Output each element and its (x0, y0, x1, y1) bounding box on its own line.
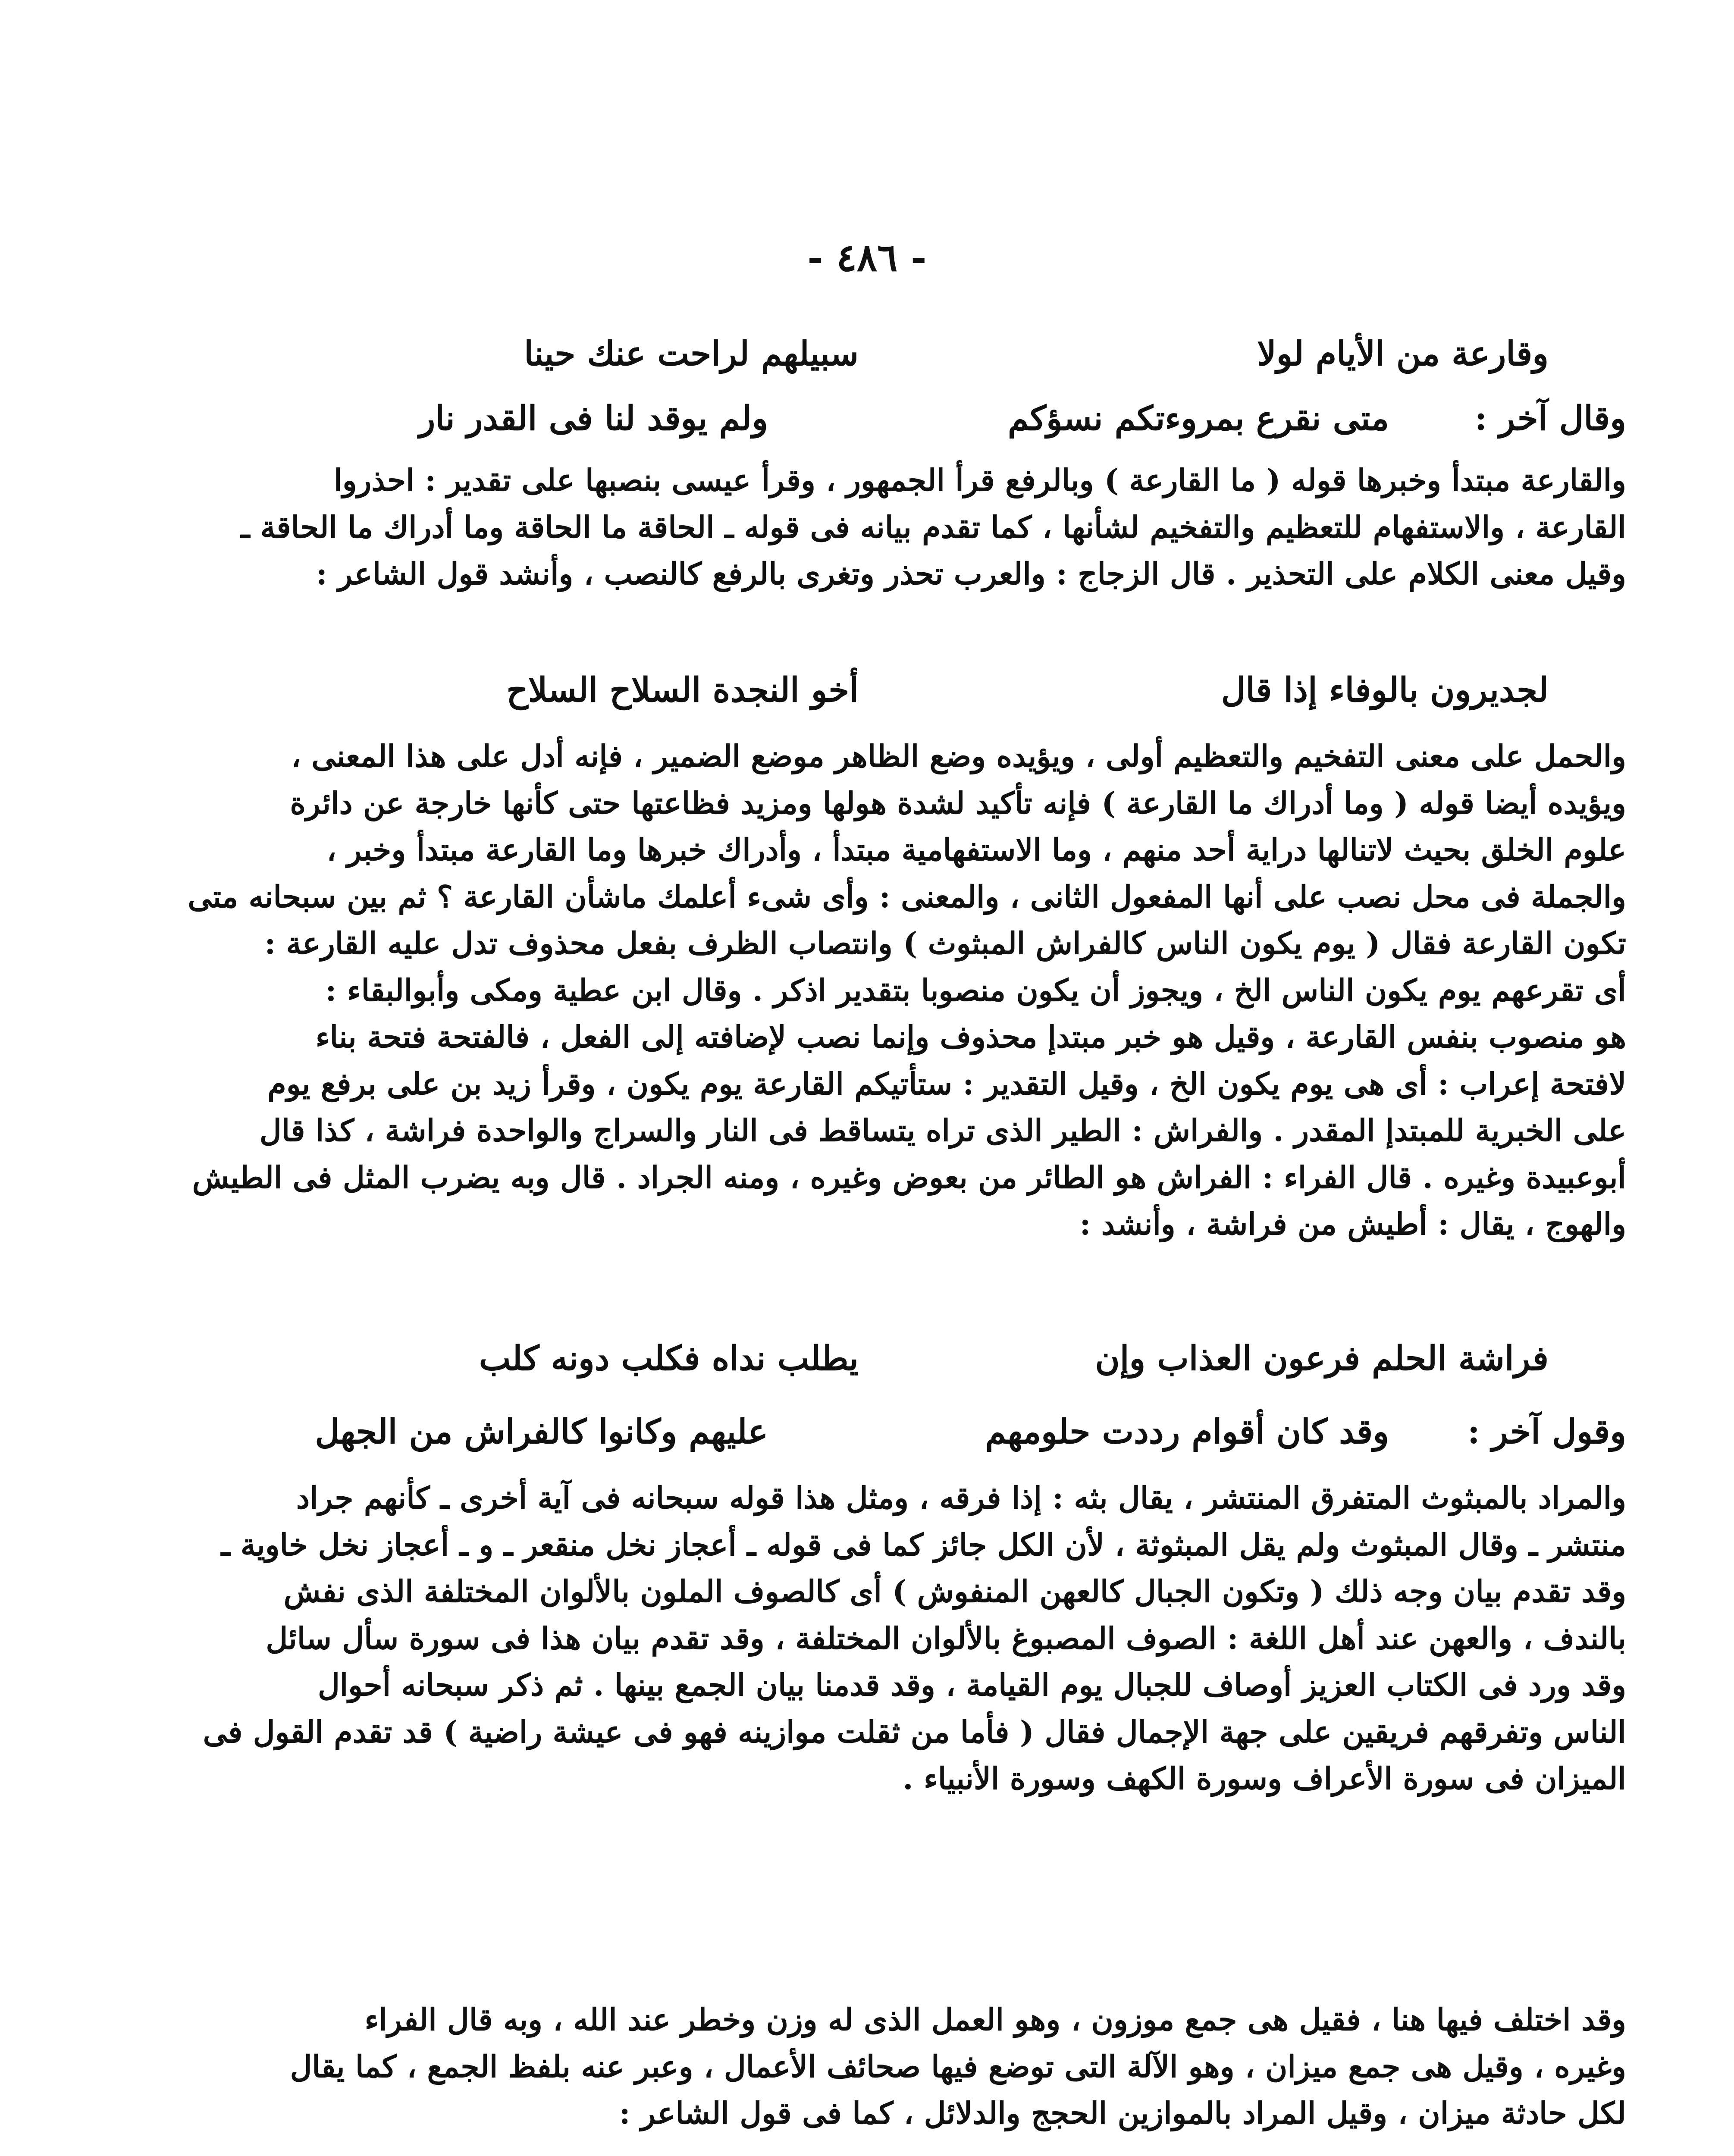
verse-hemistich: وقارعة من الأيام لولا (1257, 334, 1549, 373)
text-line: الميزان فى سورة الأعراف وسورة الكهف وسورة الأنبياء . (903, 1761, 1626, 1796)
verse-hemistich: يطلب نداه فكلب دونه كلب (479, 1338, 859, 1378)
text-line: والقارعة مبتدأ وخبرها قوله ( ما القارعة ) وبالرفع قرأ الجمهور ، وقرأ عيسى بنصبها على تقدير : احذروا (334, 462, 1626, 498)
text-line: وقيل معنى الكلام على التحذير . قال الزجاج : والعرب تحذر وتغرى بالرفع كالنصب ، وأنشد قول الشاعر : (316, 556, 1626, 592)
text-line: والجملة فى محل نصب على أنها المفعول الثانى ، والمعنى : وأى شىء أعلمك ماشأن القارعة ؟ ثم بين سبحانه متى (188, 878, 1626, 915)
text-line: أى تقرعهم يوم يكون الناس الخ ، ويجوز أن يكون منصوبا بتقدير اذكر . وقال ابن عطية ومكى وأبوالبقاء : (325, 972, 1626, 1008)
text-line: لكل حادثة ميزان ، وقيل المراد بالموازين الحجج والدلائل ، كما فى قول الشاعر : (619, 2095, 1626, 2131)
poetry-verse (125, 1332, 1549, 1384)
text-paragraph (113, 457, 1626, 598)
text-line: وقد تقدم بيان وجه ذلك ( وتكون الجبال كالعهن المنفوش ) أى كالصوف الملون بالألوان المختلفة الذى نفش (283, 1573, 1626, 1609)
text-line: والمراد بالمبثوث المتفرق المنتشر ، يقال بثه : إذا فرقه ، ومثل هذا قوله سبحانه فى آية أخرى ـ كأنهم جراد (296, 1480, 1626, 1516)
text-paragraph (113, 733, 1626, 1248)
text-line: وقد اختلف فيها هنا ، فقيل هى جمع موزون ، وهو العمل الذى له وزن وخطر عند الله ، وبه قال الفراء (364, 2002, 1626, 2037)
verse-hemistich: ولم يوقد لنا فى القدر نار (419, 398, 768, 438)
verse-intro: وقال آخر : (1474, 398, 1626, 438)
text-line: بالندف ، والعهن عند أهل اللغة : الصوف المصبوغ بالألوان المختلفة ، وقد تقدم بيان هذا فى سورة سأل سائل (266, 1620, 1626, 1656)
poetry-verse (95, 1406, 1626, 1457)
poetry-verse (125, 664, 1549, 716)
verse-hemistich: فراشة الحلم فرعون العذاب وإن (1095, 1338, 1549, 1378)
text-line: وقد ورد فى الكتاب العزيز أوصاف للجبال يوم القيامة ، وقد قدمنا بيان الجمع بينها . ثم ذكر سبحانه أحوال (317, 1667, 1626, 1703)
verse-hemistich: أخو النجدة السلاح السلاح (506, 670, 859, 710)
verse-hemistich: سبيلهم لراحت عنك حينا (524, 334, 859, 373)
poetry-verse (125, 328, 1549, 379)
text-line: والحمل على معنى التفخيم والتعظيم أولى ، ويؤيده وضع الظاهر موضع الضمير ، فإنه أدل على هذا المعنى ، (291, 738, 1626, 774)
text-line: الناس وتفرقهم فريقين على جهة الإجمال فقال ( فأما من ثقلت موازينه فهو فى عيشة راضية ) قد تقدم القول فى (203, 1714, 1626, 1750)
text-line: والهوج ، يقال : أطيش من فراشة ، وأنشد : (1079, 1206, 1626, 1242)
text-line: هو منصوب بنفس القارعة ، وقيل هو خبر مبتدإ محذوف وإنما نصب لإضافته إلى الفعل ، فالفتحة فتحة بناء (315, 1019, 1626, 1055)
text-line: تكون القارعة فقال ( يوم يكون الناس كالفراش المبثوث ) وانتصاب الظرف بفعل محذوف تدل عليه القارعة : (264, 925, 1626, 961)
text-paragraph (113, 1475, 1626, 1802)
verse-intro: وقول آخر : (1467, 1412, 1626, 1451)
text-line: وغيره ، وقيل هى جمع ميزان ، وهو الآلة التى توضع فيها صحائف الأعمال ، وعبر عنه بلفظ الجمع ، كما يقال (290, 2048, 1626, 2084)
text-line: علوم الخلق بحيث لاتنالها دراية أحد منهم ، وما الاستفهامية مبتدأ ، وأدراك خبرها وما القارعة مبتدأ وخبر ، (326, 832, 1626, 868)
text-line: منتشر ـ وقال المبثوث ولم يقل المبثوثة ، لأن الكل جائز كما فى قوله ـ أعجاز نخل منقعر ـ و ـ أعجاز نخل خاوية ـ (221, 1526, 1626, 1563)
text-line: لافتحة إعراب : أى هى يوم يكون الخ ، وقيل التقدير : ستأتيكم القارعة يوم يكون ، وقرأ زيد بن على برفع يوم (267, 1065, 1626, 1102)
verse-hemistich: لجديرون بالوفاء إذا قال (1221, 670, 1549, 710)
text-line: أبوعبيدة وغيره . قال الفراء : الفراش هو الطائر من بعوض وغيره ، ومنه الجراد . قال وبه يضرب المثل فى الطيش (192, 1159, 1626, 1195)
verse-hemistich: عليهم وكانوا كالفراش من الجهل (315, 1412, 768, 1451)
text-line: ويؤيده أيضا قوله ( وما أدراك ما القارعة ) فإنه تأكيد لشدة هولها ومزيد فظاعتها حتى كأنها خارجة عن دائرة (290, 785, 1626, 821)
verse-hemistich: وقد كان أقوام رددت حلومهم (985, 1412, 1389, 1451)
text-paragraph (113, 1996, 1626, 2137)
page-number: - ٤٨٦ - (807, 235, 927, 280)
verse-hemistich: متى نقرع بمروءتكم نسؤكم (1007, 398, 1389, 438)
text-line: على الخبرية للمبتدإ المقدر . والفراش : الطير الذى تراه يتساقط فى النار والسراج والواحدة فراشة ، كذا قال (259, 1112, 1626, 1148)
text-line: القارعة ، والاستفهام للتعظيم والتفخيم لشأنها ، كما تقدم بيانه فى قوله ـ الحاقة ما الحاقة وما أدراك ما الحاقة ـ (241, 509, 1626, 545)
poetry-verse (95, 392, 1626, 444)
